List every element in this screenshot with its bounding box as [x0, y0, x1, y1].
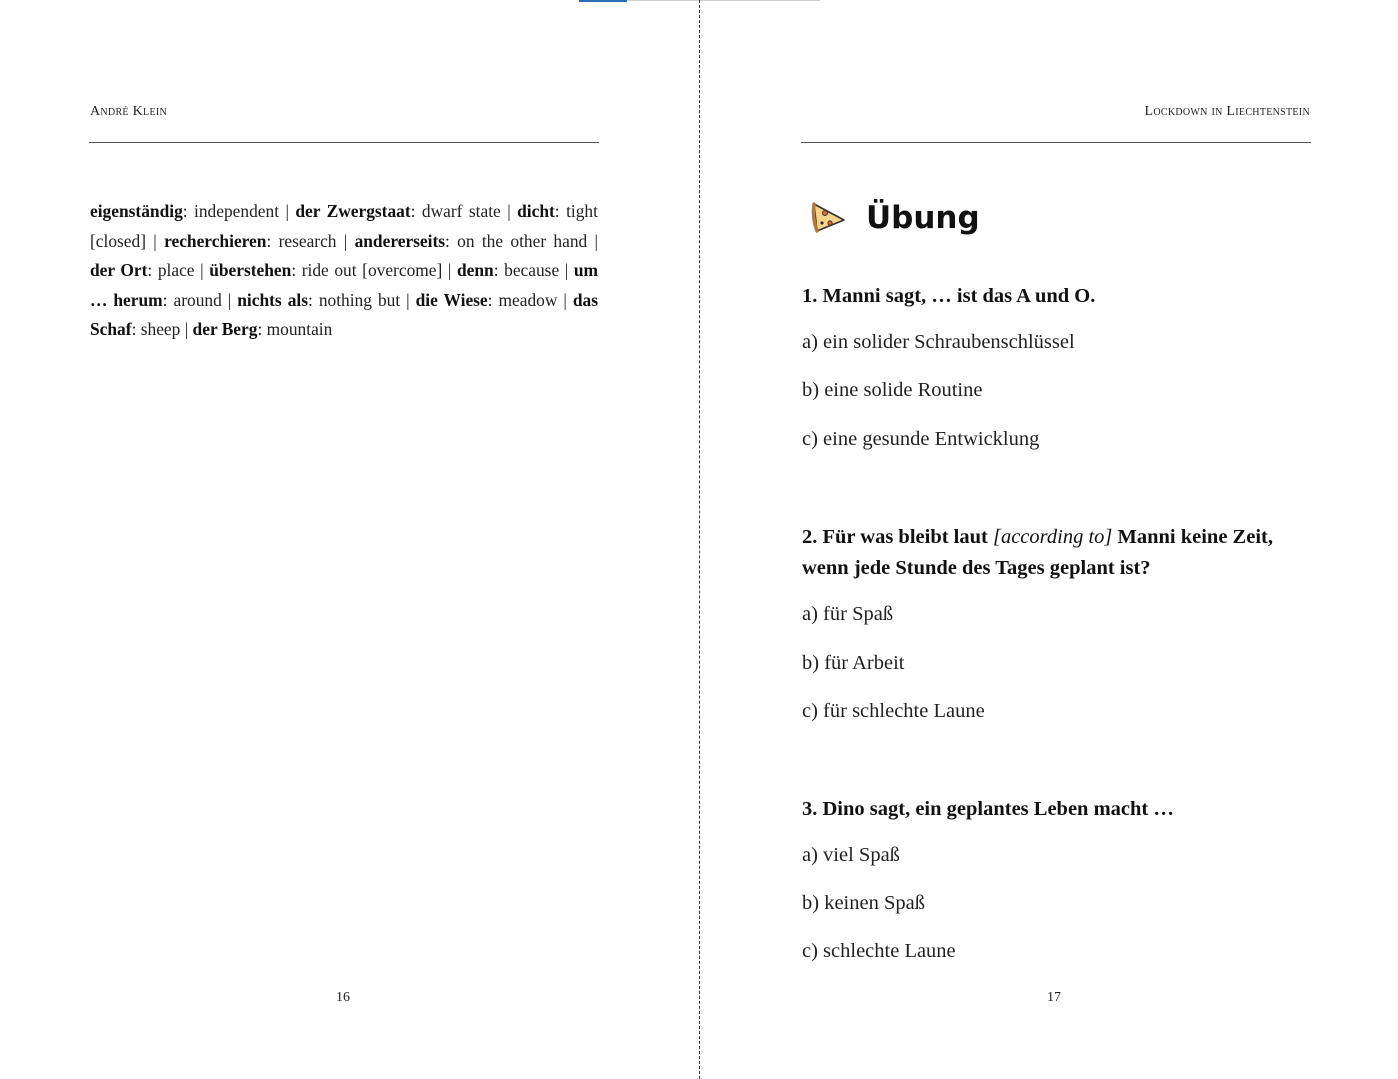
vocab-meaning: ride out [overcome] [301, 260, 443, 280]
header-rule [801, 142, 1311, 143]
question-2-gloss: [according to] [992, 526, 1113, 548]
vocab-term: das Schaf [90, 289, 599, 339]
question-2-option-a: a) für Spaß [802, 603, 894, 625]
vocab-meaning: on the other hand [457, 230, 588, 251]
right-page [802, 0, 1310, 1079]
question-2-text-after: Manni keine Zeit, wenn jede Stunde des Tages geplant ist? [802, 526, 1273, 579]
vocabulary-list: eigenständig: independent | der Zwergstaat: dwarf state | dicht: tight [closed] | recherchieren: research | andererseits: on the other hand | der Ort: place | überstehen: ride out [overcome] | denn: because | um … herum: around | nichts als: nothing but | die Wiese: meadow | das Schaf: sheep | der Berg: mountain [90, 201, 599, 339]
vocab-term: der Ort [90, 260, 148, 280]
vocab-term: recherchieren [164, 230, 267, 251]
question-2-text-before: 2. Für was bleibt laut [802, 526, 993, 548]
question-1: 1. Manni sagt, … ist das A und O. [802, 285, 1096, 307]
vocab-term: der Zwergstaat [295, 201, 411, 221]
scroll-track [627, 0, 820, 1]
vocab-meaning: because [504, 260, 560, 280]
question-1-option-b: b) eine solide Routine [802, 379, 983, 401]
vocab-meaning: around [173, 289, 222, 310]
page-title: Übung [866, 200, 980, 236]
vocab-term: überstehen [209, 260, 292, 280]
question-3-option-a: a) viel Spaß [802, 844, 900, 866]
header-rule [89, 142, 599, 143]
vocab-meaning: tight [closed] [90, 201, 598, 251]
vocab-term: nichts als [237, 289, 308, 310]
pizza-slice-icon [808, 198, 848, 238]
vocab-term: eigenständig [90, 201, 183, 221]
question-3-option-b: b) keinen Spaß [802, 892, 925, 914]
vocab-meaning: place [157, 260, 195, 280]
running-head-title: Lockdown in Liechtenstein [1144, 104, 1310, 119]
running-head-author: André Klein [90, 104, 168, 119]
vocab-meaning: mountain [266, 319, 333, 339]
page-number: 16 [336, 990, 350, 1005]
question-1-option-a: a) ein solider Schraubenschlüssel [802, 331, 1075, 353]
vocab-meaning: meadow [498, 289, 558, 310]
left-page [90, 0, 598, 1079]
vocab-meaning: research [278, 230, 337, 251]
question-2-option-c: c) für schlechte Laune [802, 700, 985, 722]
question-2-option-b: b) für Arbeit [802, 652, 905, 674]
page-number: 17 [1047, 990, 1061, 1005]
vocab-meaning: independent [194, 201, 280, 221]
vocab-term: dicht [517, 201, 555, 221]
vocab-meaning: dwarf state [421, 201, 501, 221]
question-2 [802, 522, 1310, 584]
question-3-option-c: c) schlechte Laune [802, 940, 956, 962]
vocab-term: denn [456, 260, 494, 280]
vocab-term: der Berg [192, 319, 258, 339]
vocab-meaning: sheep [140, 319, 181, 339]
question-1-option-c: c) eine gesunde Entwicklung [802, 428, 1040, 450]
page-spread-divider [699, 0, 700, 1079]
question-3: 3. Dino sagt, ein geplantes Leben macht … [802, 798, 1174, 820]
section-heading [808, 198, 980, 238]
vocab-meaning: nothing but [318, 289, 401, 310]
vocab-term: um … herum [90, 260, 598, 310]
vocab-term: andererseits [354, 230, 446, 251]
vocab-term: die Wiese [415, 289, 488, 310]
